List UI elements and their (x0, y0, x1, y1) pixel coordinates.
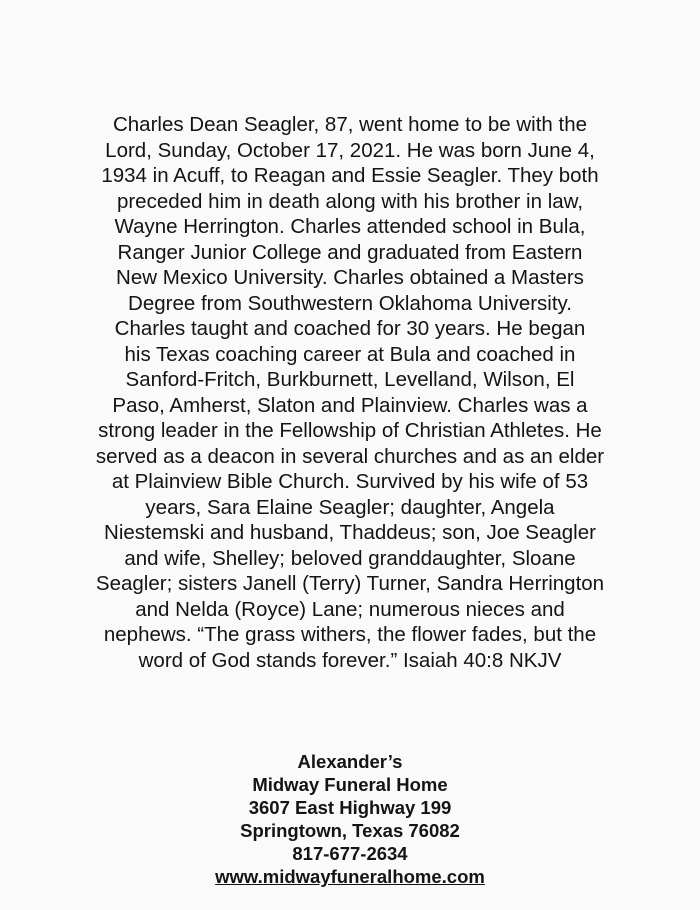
obituary-line: New Mexico University. Charles obtained a Masters (116, 266, 584, 289)
obituary-line: Lord, Sunday, October 17, 2021. He was born June 4, (105, 138, 595, 162)
obituary-line: Seagler; sisters Janell (Terry) Turner, Sandra Herrington (95, 572, 605, 595)
obituary-line: word of God stands forever.” Isaiah 40:8 NKJV (138, 648, 562, 672)
funeral-home-name-line1: Alexander’s (297, 751, 403, 772)
obituary-text (40, 112, 660, 673)
obituary-line: Charles taught and coached for 30 years. He began (114, 317, 586, 340)
funeral-home-contact (150, 750, 550, 888)
obituary-line: Degree from Southwestern Oklahoma University. (128, 291, 572, 315)
obituary-line: preceded him in death along with his brother in law, (116, 189, 584, 213)
obituary-line: at Plainview Bible Church. Survived by his wife of 53 (111, 470, 589, 493)
obituary-line: his Texas coaching career at Bula and coached in (124, 342, 576, 366)
obituary-line: and Nelda (Royce) Lane; numerous nieces and (135, 597, 565, 621)
funeral-home-phone: 817-677-2634 (292, 843, 408, 864)
obituary-line: Ranger Junior College and graduated from Eastern (117, 240, 583, 264)
funeral-home-website-link[interactable]: www.midwayfuneralhome.com (215, 866, 485, 887)
funeral-home-city-state-zip: Springtown, Texas 76082 (240, 820, 460, 841)
funeral-home-name-line2: Midway Funeral Home (252, 774, 448, 795)
obituary-line: Sanford-Fritch, Burkburnett, Levelland, Wilson, El (125, 368, 575, 391)
obituary-line: served as a deacon in several churches and as an elder (95, 444, 605, 468)
obituary-line: nephews. “The grass withers, the flower fades, but the (103, 623, 597, 646)
obituary-line: Charles Dean Seagler, 87, went home to be with the (112, 113, 588, 136)
obituary-line: 1934 in Acuff, to Reagan and Essie Seagler. They both (101, 164, 599, 187)
obituary-line: Wayne Herrington. Charles attended school in Bula, (114, 215, 586, 238)
obituary-line: Paso, Amherst, Slaton and Plainview. Charles was a (112, 393, 588, 417)
obituary-line: strong leader in the Fellowship of Christian Athletes. He (98, 419, 602, 442)
funeral-home-street: 3607 East Highway 199 (248, 797, 452, 818)
obituary-line: and wife, Shelley; beloved granddaughter, Sloane (124, 546, 576, 570)
obituary-line: Niestemski and husband, Thaddeus; son, Joe Seagler (104, 521, 596, 544)
obituary-line: years, Sara Elaine Seagler; daughter, Angela (145, 495, 555, 519)
